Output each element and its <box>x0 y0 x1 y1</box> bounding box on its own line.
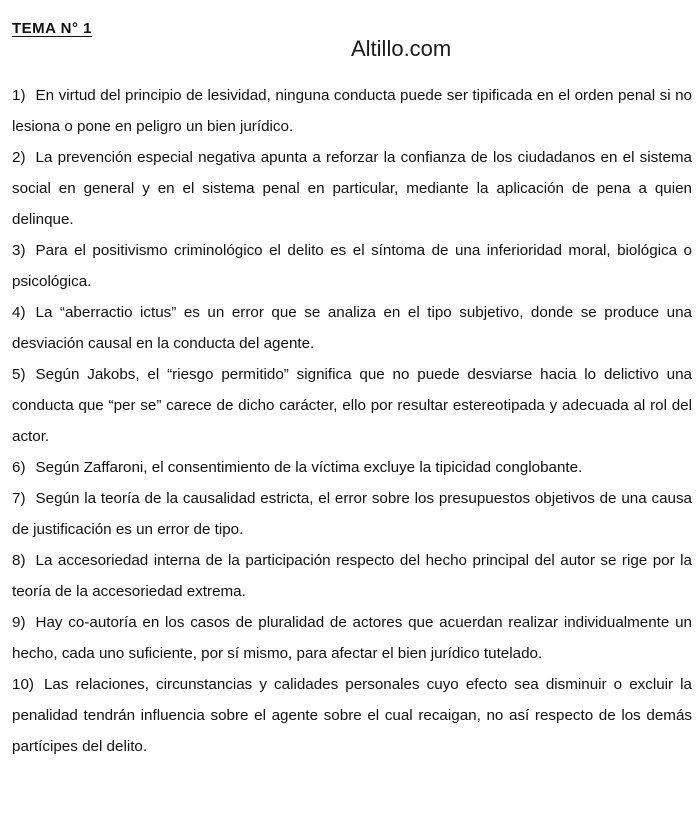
question-number: 10) <box>12 676 34 693</box>
question-list <box>12 80 692 762</box>
question-number: 5) <box>12 366 26 383</box>
question-number: 9) <box>12 614 26 631</box>
question-item <box>12 80 692 142</box>
question-item <box>12 297 692 359</box>
question-text: La “aberractio ictus” es un error que se analiza en el tipo subjetivo, donde se produce una desviación causal en la conducta del agente. <box>12 304 692 352</box>
question-text: La accesoriedad interna de la participación respecto del hecho principal del autor se rige por la teoría de la accesoriedad extrema. <box>12 552 692 600</box>
question-number: 1) <box>12 87 26 104</box>
question-text: En virtud del principio de lesividad, ninguna conducta puede ser tipificada en el orden penal si no lesiona o pone en peligro un bien jurídico. <box>12 87 692 135</box>
question-item <box>12 452 692 483</box>
question-item <box>12 142 692 235</box>
question-item <box>12 235 692 297</box>
question-item <box>12 359 692 452</box>
document-heading: TEMA N° 1 <box>12 20 92 37</box>
question-item <box>12 545 692 607</box>
question-text: Hay co-autoría en los casos de pluralidad de actores que acuerdan realizar individualmente un hecho, cada uno suficiente, por sí mismo, para afectar el bien jurídico tutelado. <box>12 614 692 662</box>
question-number: 2) <box>12 149 26 166</box>
question-number: 3) <box>12 242 26 259</box>
question-item <box>12 669 692 762</box>
question-number: 8) <box>12 552 26 569</box>
question-item <box>12 483 692 545</box>
question-item <box>12 607 692 669</box>
question-text: Para el positivismo criminológico el delito es el síntoma de una inferioridad moral, biológica o psicológica. <box>12 242 692 290</box>
site-watermark: Altillo.com <box>351 36 452 61</box>
question-number: 4) <box>12 304 26 321</box>
question-text: La prevención especial negativa apunta a reforzar la confianza de los ciudadanos en el sistema social en general y en el sistema penal en particular, mediante la aplicación de pena a quien delinque. <box>12 149 692 228</box>
question-number: 7) <box>12 490 26 507</box>
question-text: Las relaciones, circunstancias y calidades personales cuyo efecto sea disminuir o excluir la penalidad tendrán influencia sobre el agente sobre el cual recaigan, no así respecto de los demás partícipes del delito. <box>12 676 692 755</box>
question-number: 6) <box>12 459 26 476</box>
question-text: Según Jakobs, el “riesgo permitido” significa que no puede desviarse hacia lo delictivo una conducta que “per se” carece de dicho carácter, ello por resultar estereotipada y adecuada al rol del actor. <box>12 366 692 445</box>
question-text: Según la teoría de la causalidad estricta, el error sobre los presupuestos objetivos de una causa de justificación es un error de tipo. <box>12 490 692 538</box>
question-text: Según Zaffaroni, el consentimiento de la víctima excluye la tipicidad conglobante. <box>35 459 583 476</box>
